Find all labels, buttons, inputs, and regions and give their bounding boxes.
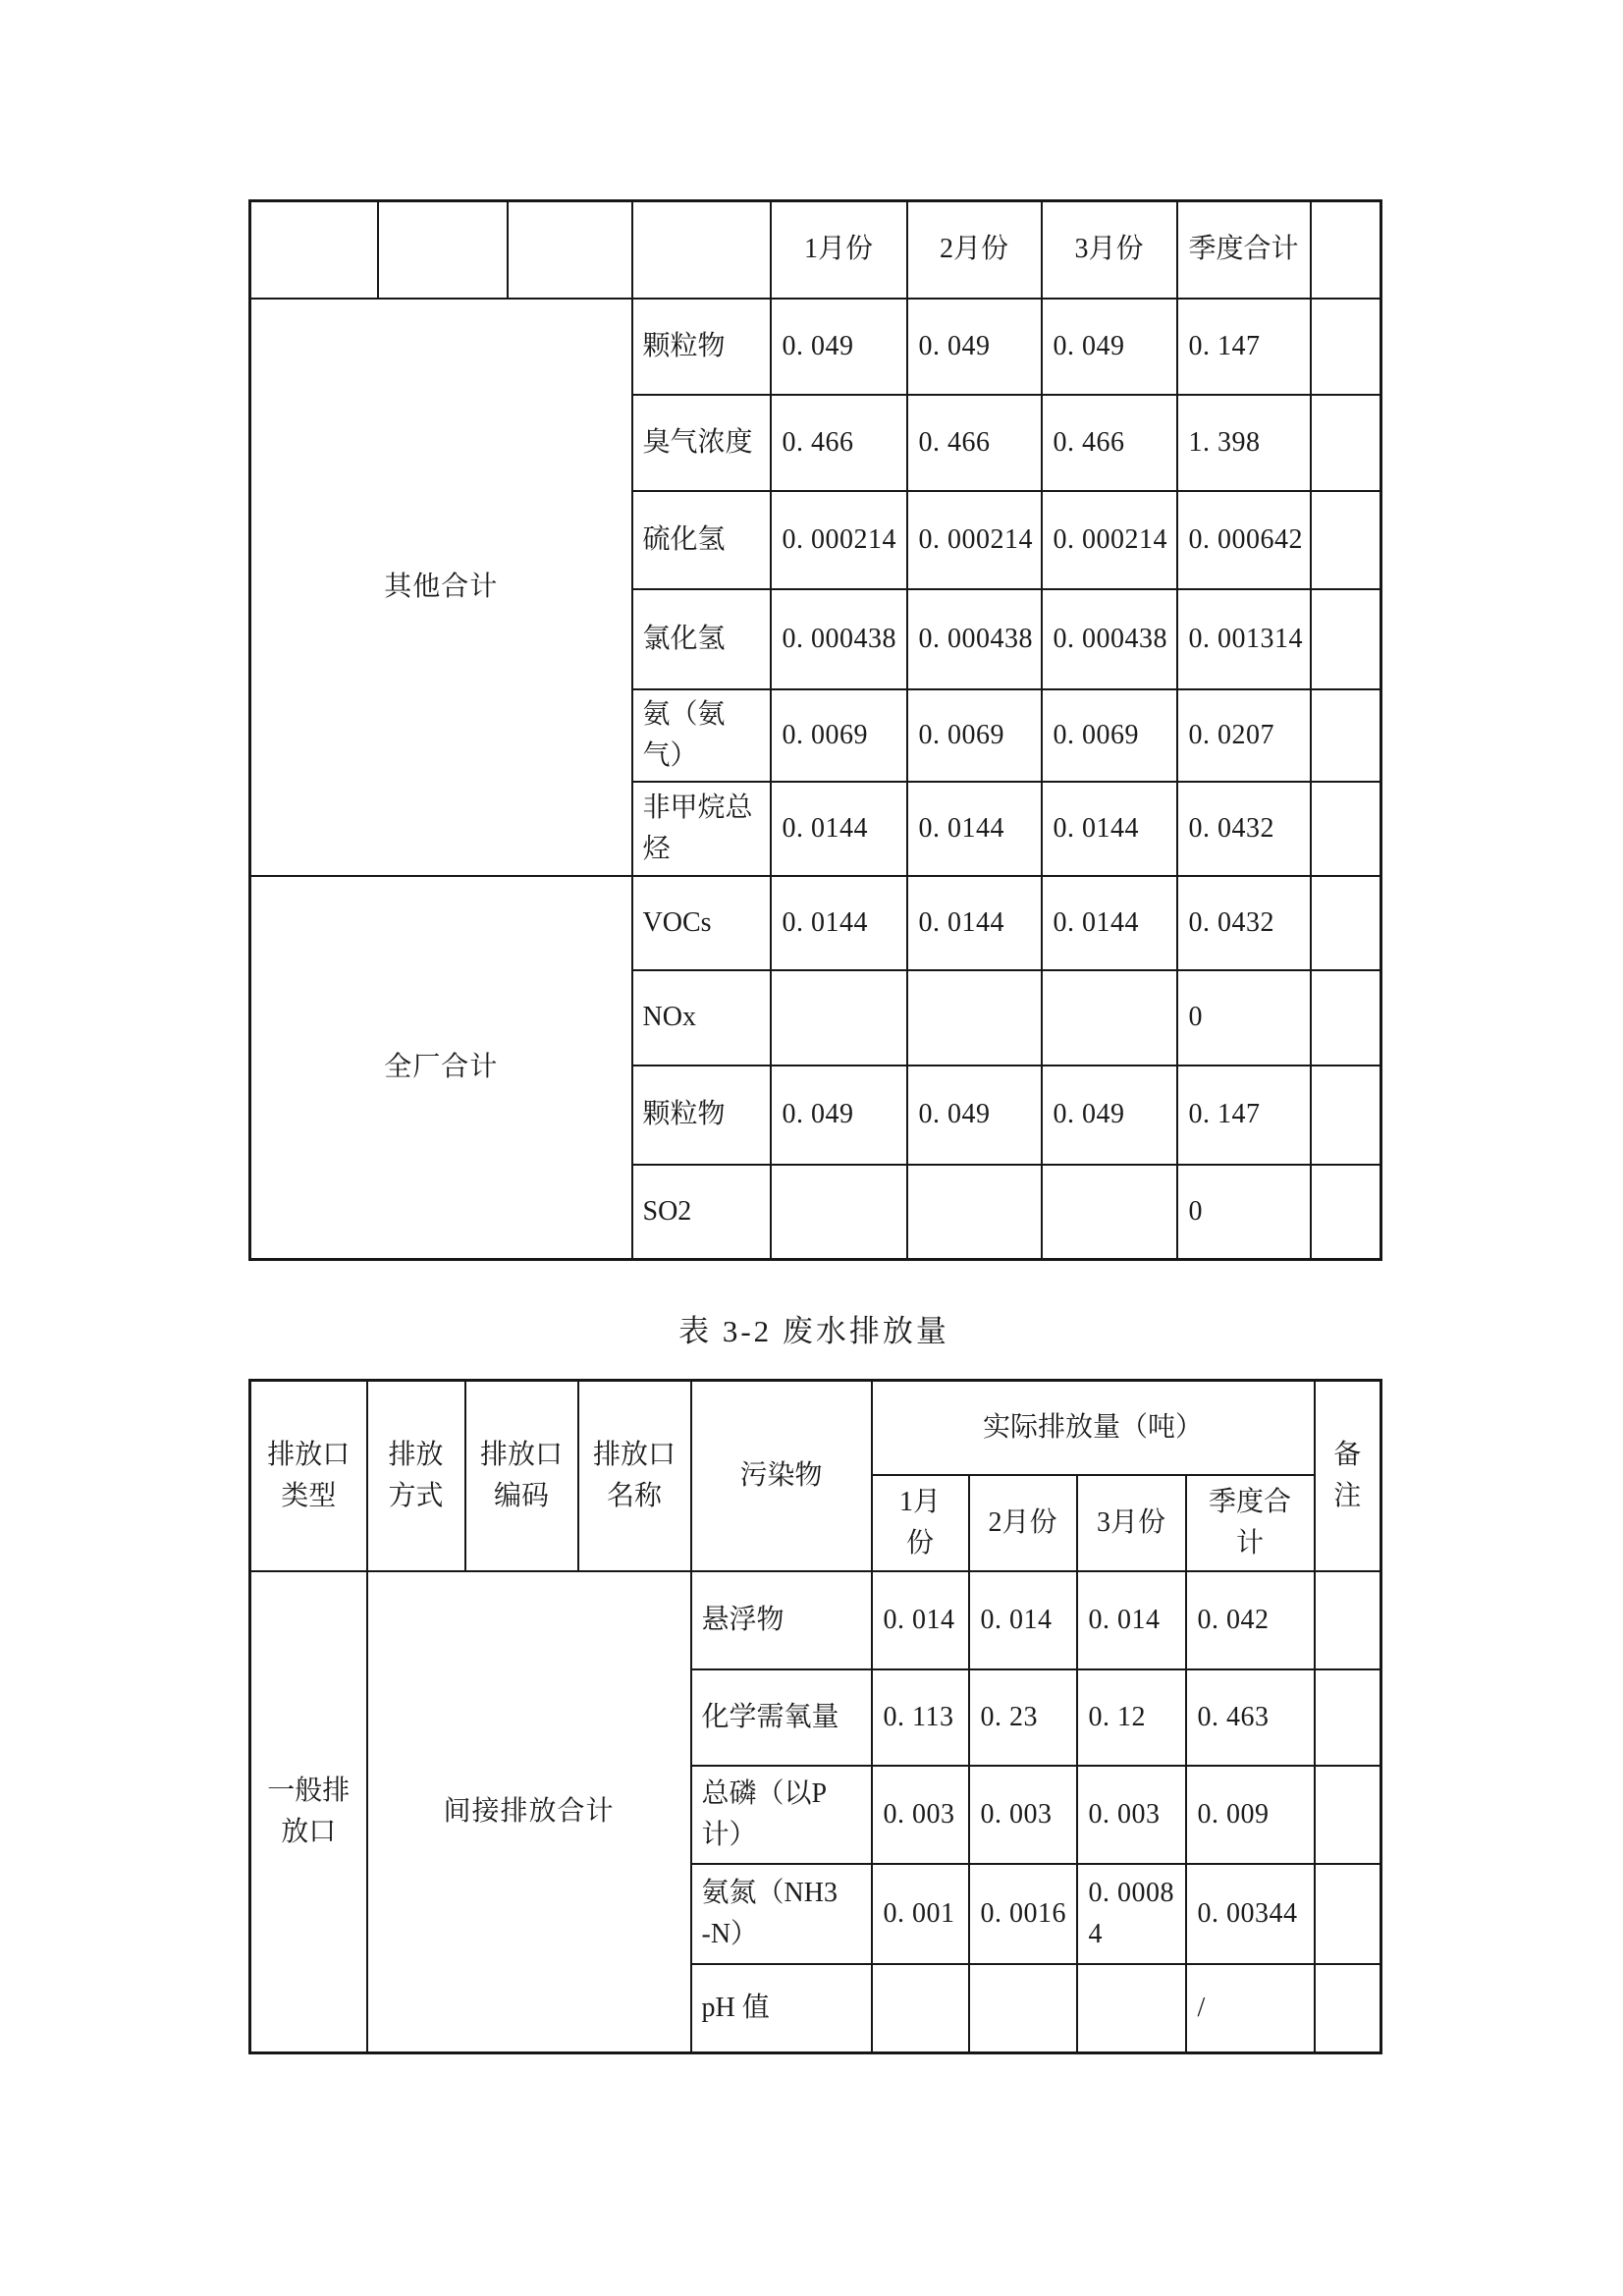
value-cell: 0. 049 [907, 299, 1042, 395]
remark-cell [1315, 1571, 1381, 1669]
blank-cell [1311, 491, 1381, 589]
value-cell: 0. 042 [1186, 1571, 1315, 1669]
month1-header: 1月份 [771, 201, 907, 299]
pollutant-cell: NOx [632, 970, 771, 1066]
discharge-mode-header: 排放方式 [367, 1381, 465, 1571]
pollutant-cell: 臭气浓度 [632, 395, 771, 491]
value-cell: 0 [1177, 1165, 1311, 1260]
value-cell [1042, 1165, 1177, 1260]
group-cell-indirect-total: 间接排放合计 [367, 1571, 691, 2053]
remark-cell [1315, 1669, 1381, 1766]
value-cell: 0. 00344 [1186, 1864, 1315, 1964]
value-cell: 0. 0069 [1042, 689, 1177, 782]
table2-caption: 表 3-2 废水排放量 [678, 1314, 949, 1348]
empty-header-cell [508, 201, 632, 299]
remark-header: 备注 [1315, 1381, 1381, 1571]
pollutant-header: 污染物 [691, 1381, 872, 1571]
pollutant-cell: 化学需氧量 [691, 1669, 872, 1766]
value-cell: 0. 147 [1177, 1066, 1311, 1165]
value-cell: 0. 147 [1177, 299, 1311, 395]
value-cell: 0. 00084 [1077, 1864, 1186, 1964]
value-cell: / [1186, 1964, 1315, 2053]
air-emission-table [248, 199, 1382, 1261]
blank-cell [1311, 782, 1381, 876]
pollutant-cell: 氨（氨气） [632, 689, 771, 782]
wastewater-emission-table [248, 1379, 1382, 2054]
outlet-code-header: 排放口编码 [465, 1381, 578, 1571]
pollutant-cell: 悬浮物 [691, 1571, 872, 1669]
month1-header: 1月份 [872, 1475, 969, 1571]
value-cell: 0. 049 [907, 1066, 1042, 1165]
value-cell: 0. 001 [872, 1864, 969, 1964]
value-cell: 0. 000438 [771, 589, 907, 689]
value-cell: 0. 000214 [907, 491, 1042, 589]
value-cell: 0. 003 [969, 1766, 1077, 1864]
value-cell: 0. 000214 [771, 491, 907, 589]
table-row [250, 299, 1381, 395]
value-cell: 0. 049 [1042, 299, 1177, 395]
value-cell [907, 1165, 1042, 1260]
outlet-type-cell: 一般排放口 [250, 1571, 367, 2053]
value-cell: 0. 0144 [1042, 876, 1177, 970]
pollutant-cell: 颗粒物 [632, 1066, 771, 1165]
value-cell: 0. 0016 [969, 1864, 1077, 1964]
value-cell: 0. 000642 [1177, 491, 1311, 589]
blank-cell [1311, 1165, 1381, 1260]
value-cell: 0. 003 [872, 1766, 969, 1864]
month3-header: 3月份 [1042, 201, 1177, 299]
value-cell: 0. 0207 [1177, 689, 1311, 782]
value-cell: 0. 000438 [1042, 589, 1177, 689]
blank-cell [1311, 589, 1381, 689]
value-cell [907, 970, 1042, 1066]
value-cell: 0. 0069 [771, 689, 907, 782]
pollutant-cell: 氯化氢 [632, 589, 771, 689]
value-cell: 0. 0144 [771, 782, 907, 876]
value-cell: 0. 049 [771, 1066, 907, 1165]
empty-header-cell [250, 201, 378, 299]
value-cell [872, 1964, 969, 2053]
table-row [250, 201, 1381, 299]
quarter-header: 季度合计 [1186, 1475, 1315, 1571]
month2-header: 2月份 [969, 1475, 1077, 1571]
value-cell: 0. 12 [1077, 1669, 1186, 1766]
value-cell: 1. 398 [1177, 395, 1311, 491]
table-row [250, 1571, 1381, 1669]
value-cell: 0. 049 [771, 299, 907, 395]
pollutant-cell: 氨氮（NH3-N） [691, 1864, 872, 1964]
blank-cell [1311, 970, 1381, 1066]
value-cell [771, 970, 907, 1066]
pollutant-header-cell [632, 201, 771, 299]
value-cell: 0. 113 [872, 1669, 969, 1766]
value-cell: 0. 000438 [907, 589, 1042, 689]
value-cell: 0. 0144 [907, 782, 1042, 876]
value-cell: 0. 0144 [907, 876, 1042, 970]
remark-cell [1315, 1864, 1381, 1964]
outlet-name-header: 排放口名称 [578, 1381, 691, 1571]
pollutant-cell: SO2 [632, 1165, 771, 1260]
value-cell: 0. 049 [1042, 1066, 1177, 1165]
blank-cell [1311, 395, 1381, 491]
value-cell: 0. 0144 [771, 876, 907, 970]
value-cell: 0. 014 [1077, 1571, 1186, 1669]
month2-header: 2月份 [907, 201, 1042, 299]
pollutant-cell: 颗粒物 [632, 299, 771, 395]
value-cell: 0. 466 [771, 395, 907, 491]
value-cell: 0. 0432 [1177, 782, 1311, 876]
value-cell: 0. 000214 [1042, 491, 1177, 589]
value-cell [969, 1964, 1077, 2053]
value-cell: 0. 003 [1077, 1766, 1186, 1864]
table-row [250, 876, 1381, 970]
group-cell-plant-total: 全厂合计 [250, 876, 632, 1260]
value-cell [771, 1165, 907, 1260]
pollutant-cell: VOCs [632, 876, 771, 970]
value-cell: 0. 014 [969, 1571, 1077, 1669]
value-cell: 0. 466 [1042, 395, 1177, 491]
blank-cell [1311, 689, 1381, 782]
pollutant-cell: 总磷（以P计） [691, 1766, 872, 1864]
value-cell: 0. 014 [872, 1571, 969, 1669]
value-cell: 0. 009 [1186, 1766, 1315, 1864]
pollutant-cell: 硫化氢 [632, 491, 771, 589]
month3-header: 3月份 [1077, 1475, 1186, 1571]
table-row [250, 1381, 1381, 1475]
blank-cell [1311, 299, 1381, 395]
empty-header-cell [1311, 201, 1381, 299]
value-cell: 0 [1177, 970, 1311, 1066]
value-cell: 0. 0144 [1042, 782, 1177, 876]
value-cell: 0. 466 [907, 395, 1042, 491]
value-cell: 0. 001314 [1177, 589, 1311, 689]
value-cell: 0. 23 [969, 1669, 1077, 1766]
value-cell: 0. 0069 [907, 689, 1042, 782]
outlet-type-header: 排放口类型 [250, 1381, 367, 1571]
empty-header-cell [378, 201, 508, 299]
blank-cell [1311, 1066, 1381, 1165]
remark-cell [1315, 1766, 1381, 1864]
value-cell [1042, 970, 1177, 1066]
actual-emission-header: 实际排放量（吨） [872, 1381, 1315, 1475]
pollutant-cell: 非甲烷总烃 [632, 782, 771, 876]
value-cell [1077, 1964, 1186, 2053]
value-cell: 0. 463 [1186, 1669, 1315, 1766]
blank-cell [1311, 876, 1381, 970]
group-cell-other-total: 其他合计 [250, 299, 632, 876]
remark-cell [1315, 1964, 1381, 2053]
pollutant-cell: pH 值 [691, 1964, 872, 2053]
value-cell: 0. 0432 [1177, 876, 1311, 970]
quarter-header: 季度合计 [1177, 201, 1311, 299]
